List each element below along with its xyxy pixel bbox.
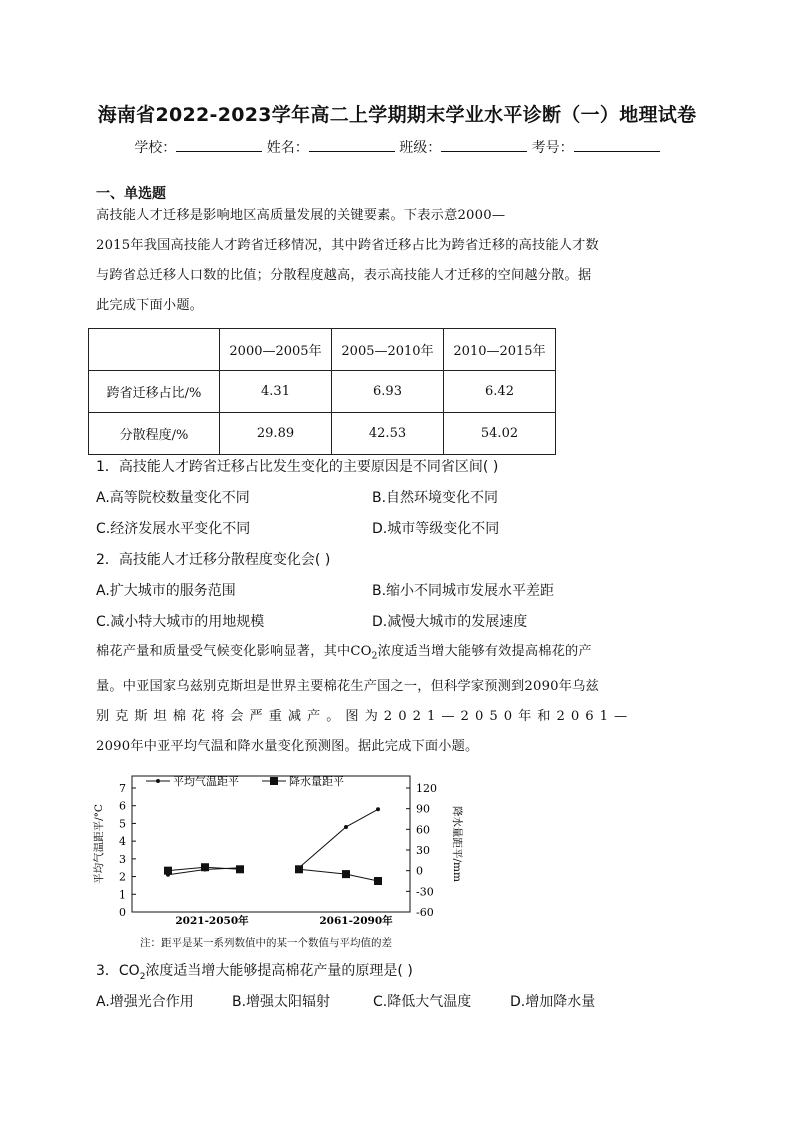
table-cell: 42.53 [332,413,444,455]
q2-option-d[interactable]: D.减慢大城市的发展速度 [372,614,528,630]
table-cell: 54.02 [444,413,556,455]
y-tick-label-left: 4 [119,835,126,849]
name-blank[interactable] [309,137,395,152]
table-cell [89,329,220,371]
legend-label: 平均气温距平 [173,775,239,788]
y-tick-label-right: 30 [416,844,430,857]
y-axis-right-label: 降水量距平/mm [451,806,463,882]
precipitation-point [374,877,382,885]
student-info-line [0,137,794,157]
q3-option-d[interactable]: D.增加降水量 [510,994,596,1010]
q3-option-b[interactable]: B.增强太阳辐射 [232,994,331,1010]
temperature-point [344,825,348,829]
subscript: 2 [371,651,378,662]
table-cell: 4.31 [220,371,332,413]
temperature-point [376,807,380,811]
table-cell: 2005—2010年 [332,329,444,371]
y-tick-label-left: 3 [119,852,126,866]
table-cell: 2010—2015年 [444,329,556,371]
climate-chart [90,770,470,935]
precipitation-point [236,865,244,873]
table-cell: 29.89 [220,413,332,455]
q3-option-a[interactable]: A.增强光合作用 [96,994,194,1010]
school-blank[interactable] [176,137,262,152]
question-3-stem [96,960,413,982]
series-line [299,809,378,867]
question-1-stem: 1．高技能人才跨省迁移占比发生变化的主要原因是不同省区间( ) [96,459,499,475]
passage-1-line: 此完成下面小题。 [96,298,204,313]
y-tick-label-left: 7 [119,782,126,795]
legend-dot-marker [156,779,160,783]
question-2-stem: 2．高技能人才迁移分散程度变化会( ) [96,552,331,568]
left-axis [119,782,136,919]
table-row [89,371,556,413]
x-category-label: 2061-2090年 [319,915,393,927]
table-cell: 6.93 [332,371,444,413]
q1-option-a[interactable]: A.高等院校数量变化不同 [96,490,250,506]
x-category-label: 2021-2050年 [175,915,249,927]
q3-option-c[interactable]: C.降低大气温度 [373,994,472,1010]
passage-2 [96,637,698,762]
table-row [89,413,556,455]
q1-option-c[interactable]: C.经济发展水平变化不同 [96,521,251,537]
y-tick-label-right: 90 [416,802,430,816]
y-tick-label-left: 0 [119,906,126,919]
migration-table [88,328,556,455]
legend-label: 降水量距平 [289,775,344,788]
exam-number-blank[interactable] [574,137,660,152]
series-line [299,869,378,881]
q3-text: 浓度适当增大能够提高棉花产量的原理是( ) [145,963,413,979]
series-layer [164,807,382,885]
q2-option-c[interactable]: C.减小特大城市的用地规模 [96,614,265,630]
y-tick-label-left: 6 [119,799,126,813]
plot-frame [132,776,410,912]
y-tick-label-right: -60 [416,906,434,919]
passage-2-text: 浓度适当增大能够有效提高棉花的产 [377,644,592,659]
legend-square-marker [270,777,278,785]
y-tick-label-right: 120 [416,782,437,795]
q1-option-b[interactable]: B.自然环境变化不同 [372,490,499,506]
table-cell: 跨省迁移占比/% [89,371,220,413]
y-tick-label-right: 0 [416,864,423,878]
name-label: 姓名： [266,140,309,156]
exam-title: 海南省2022-2023学年高二上学期期末学业水平诊断（一）地理试卷 [97,104,697,126]
q3-text: 3．CO [96,963,140,979]
y-tick-label-right: -30 [416,885,434,899]
q1-option-d[interactable]: D.城市等级变化不同 [372,521,500,537]
table-cell: 2000—2005年 [220,329,332,371]
exam-number-label: 考号： [531,140,574,156]
school-label: 学校： [134,140,177,156]
precipitation-point [295,865,303,873]
passage-1-line: 2015年我国高技能人才跨省迁移情况，其中跨省迁移占比为跨省迁移的高技能人才数 [96,238,599,253]
passage-1-line: 高技能人才迁移是影响地区高质量发展的关键要素。下表示意2000— [96,208,506,223]
y-axis-left-label: 平均气温距平/°C [93,804,105,884]
passage-1-line: 与跨省总迁移人口数的比值；分散程度越高，表示高技能人才迁移的空间越分散。据 [96,268,592,283]
y-tick-label-right: 60 [416,823,430,837]
precipitation-point [342,870,350,878]
right-axis [406,782,437,919]
class-blank[interactable] [441,137,527,152]
passage-2-line [96,637,698,672]
q2-option-a[interactable]: A.扩大城市的服务范围 [96,583,236,599]
q2-option-b[interactable]: B.缩小不同城市发展水平差距 [372,583,555,599]
passage-1 [96,201,698,321]
y-tick-label-left: 1 [119,888,126,902]
table-cell: 分散程度/% [89,413,220,455]
y-tick-label-left: 5 [119,817,126,831]
table-header-row [89,329,556,371]
table-cell: 6.42 [444,371,556,413]
precipitation-point [164,867,172,875]
passage-2-line: 2090年中亚平均气温和降水量变化预测图。据此完成下面小题。 [96,738,479,754]
section-heading: 一、单选题 [96,186,166,202]
passage-2-line: 别克斯坦棉花将会严重减产。图为2021—2050年和2061— [96,708,634,724]
passage-2-line: 量。中亚国家乌兹别克斯坦是世界主要棉花生产国之一，但科学家预测到2090年乌兹 [96,678,599,694]
subscript: 2 [139,971,146,982]
precipitation-point [201,863,209,871]
y-tick-label-left: 2 [119,870,126,884]
passage-2-text: 棉花产量和质量受气候变化影响显著，其中CO [96,644,372,659]
class-label: 班级： [399,140,442,156]
chart-note: 注：距平是某一系列数值中的某一个数值与平均值的差 [140,937,392,949]
